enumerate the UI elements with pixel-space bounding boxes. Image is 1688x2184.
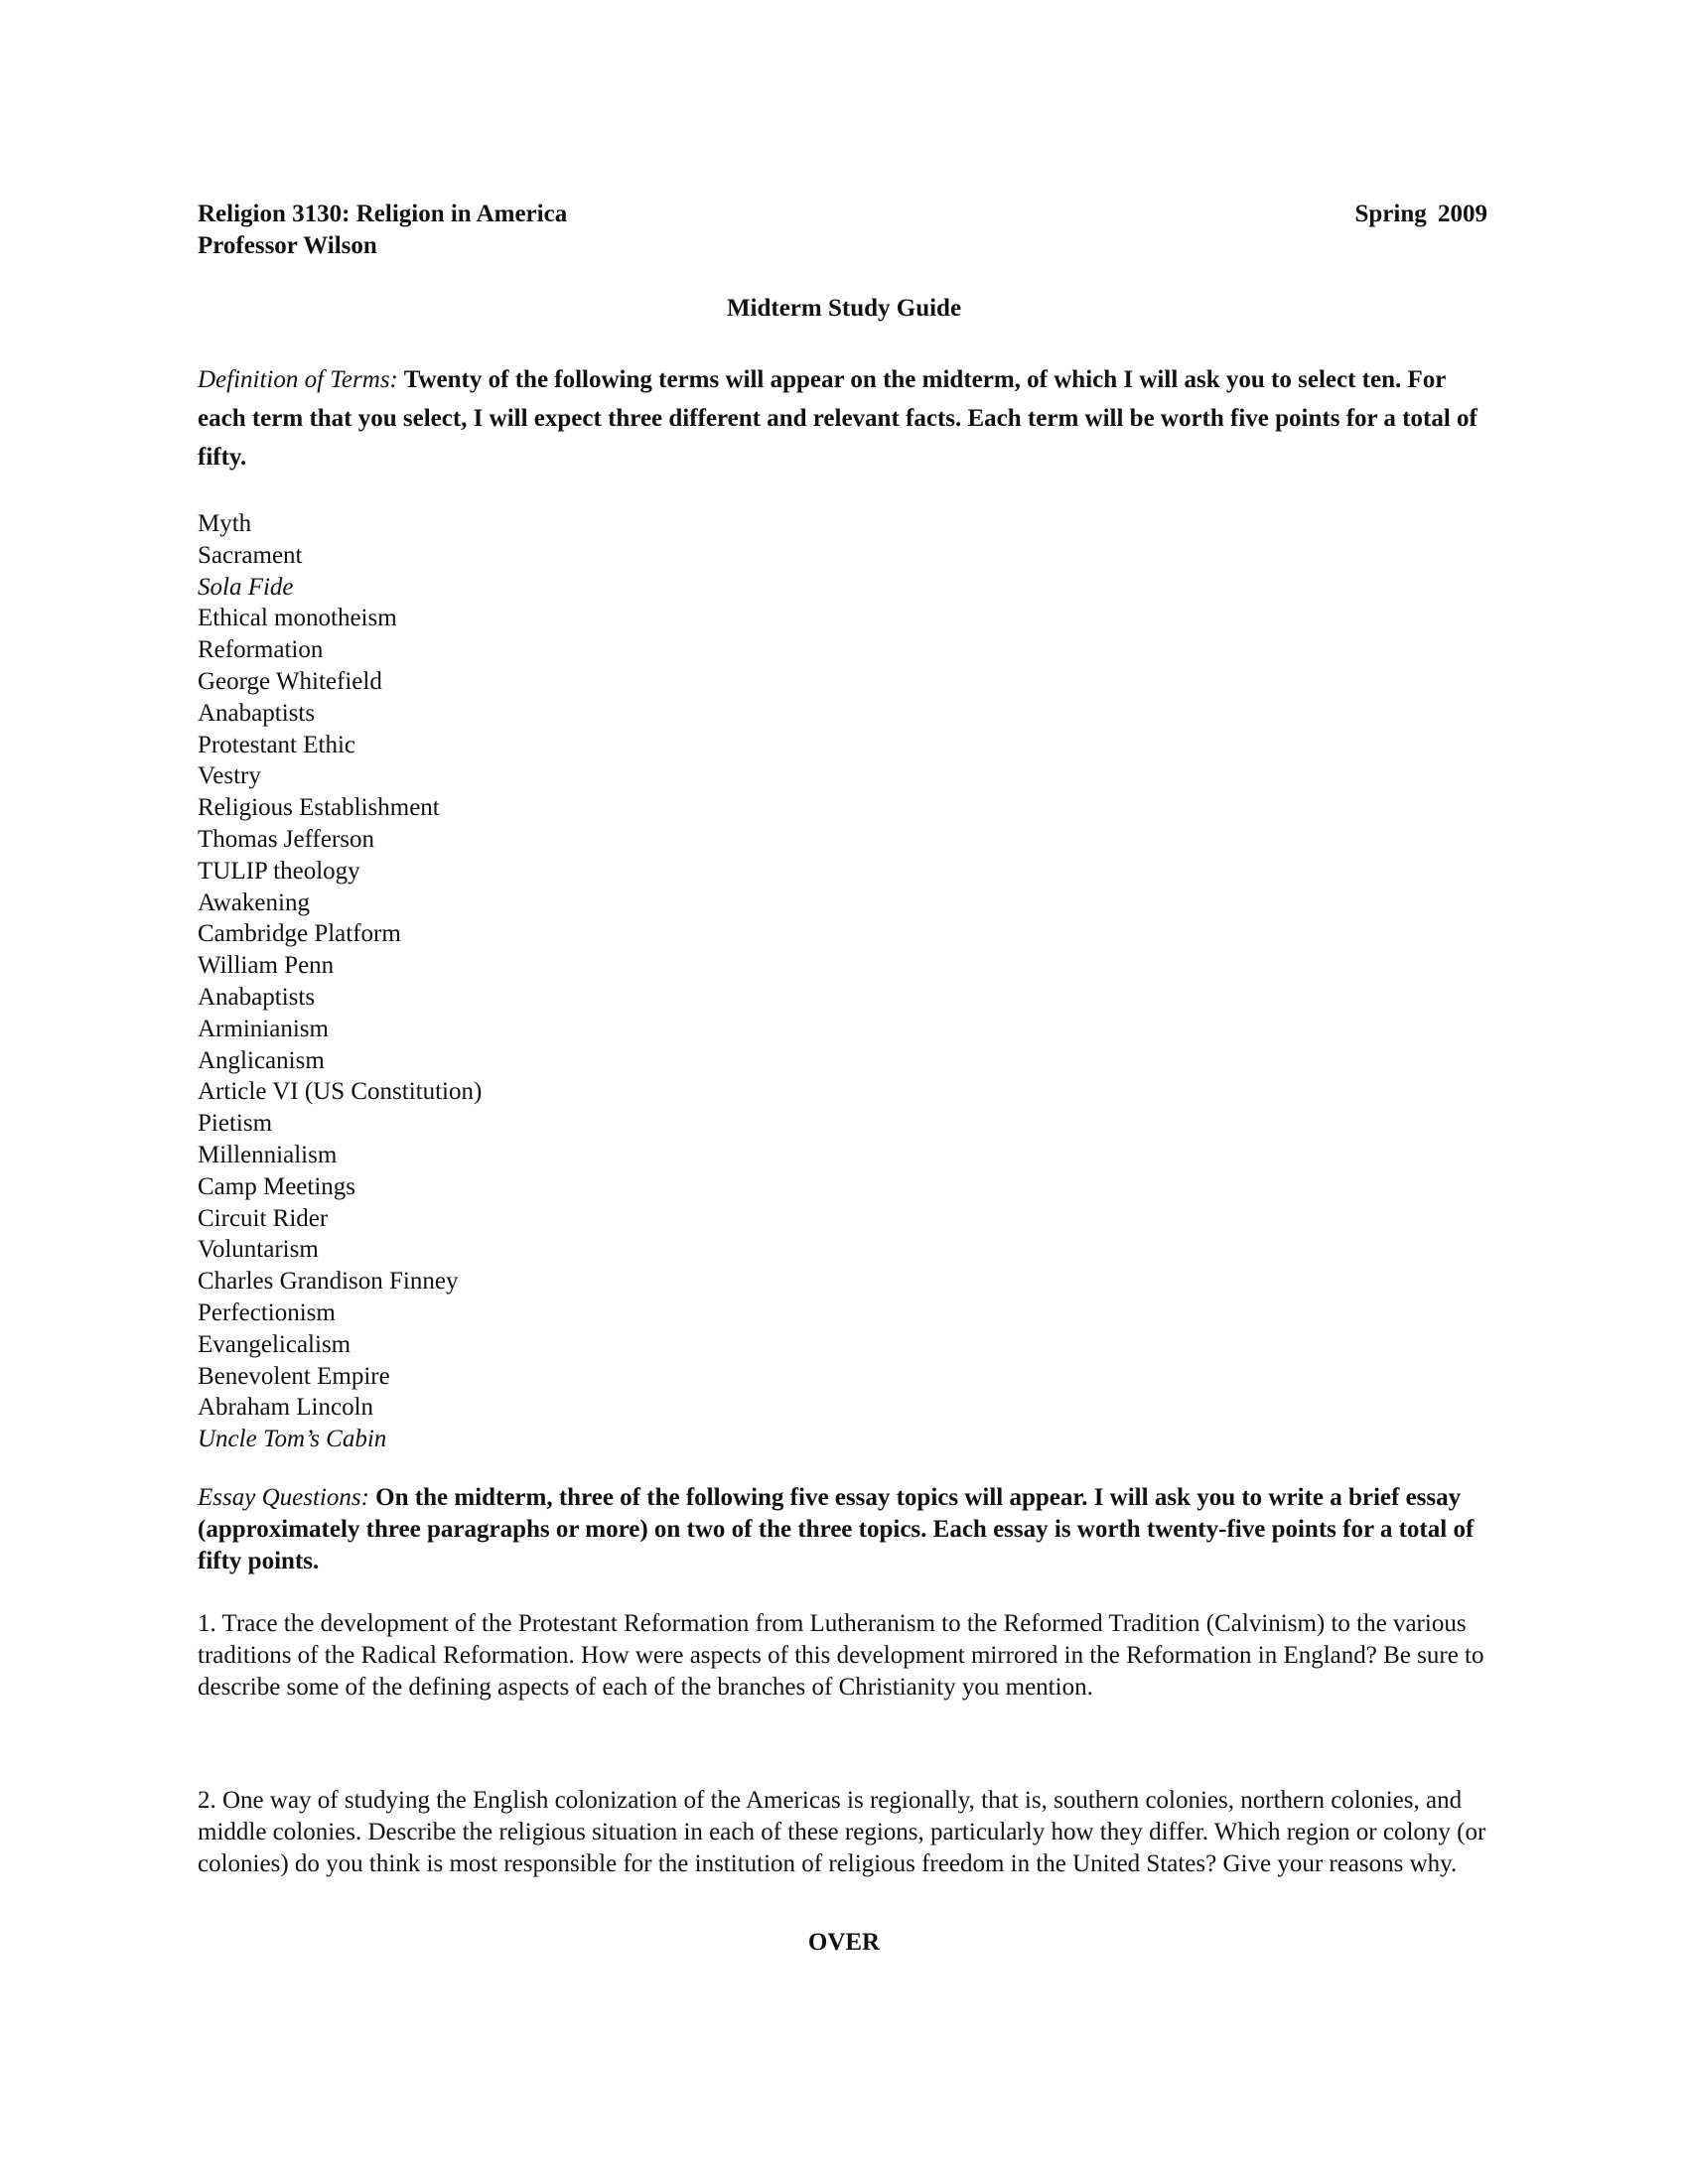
term-item: Voluntarism xyxy=(198,1236,319,1264)
term-item: William Penn xyxy=(198,952,335,980)
term-item: Article VI (US Constitution) xyxy=(198,1078,483,1106)
term-item: Arminianism xyxy=(198,1015,329,1042)
term-item: George Whitefield xyxy=(198,667,382,695)
over-label: OVER xyxy=(807,1929,881,1956)
term-item: Millennialism xyxy=(198,1141,338,1168)
term-item: Evangelicalism xyxy=(198,1330,352,1358)
term-item: Vestry xyxy=(198,762,261,790)
term-item: Anabaptists xyxy=(198,983,316,1011)
definitions-instructions-text: Twenty of the following terms will appear on the midterm, of which I will ask you to select ten. For each term that you select, I will expect three different and relevant facts. Each term will be worth five points for a total of fifty. xyxy=(198,366,1477,471)
term-item: Awakening xyxy=(198,888,310,916)
term-item: Thomas Jefferson xyxy=(198,825,374,853)
essay-question-2: 2. One way of studying the English colonization of the Americas is regionally, that is, southern colonies, northern colonies, and middle colonies. Describe the religious situation in each of these regions, particularly how they differ. Which region or colony (or colonies) do you think is most responsible for the institution of religious freedom in the United States? Give your reasons why. xyxy=(198,1787,1486,1877)
term-item: Ethical monotheism xyxy=(198,605,397,632)
professor-name: Professor Wilson xyxy=(198,232,377,259)
term-item: Camp Meetings xyxy=(198,1172,356,1200)
course-title: Religion 3130: Religion in America xyxy=(198,201,568,227)
terms-list xyxy=(198,508,482,1455)
definitions-lead: Definition of Terms: xyxy=(198,366,398,393)
definitions-instructions xyxy=(198,360,1493,477)
term-item: Benevolent Empire xyxy=(198,1362,390,1390)
essay-instructions xyxy=(198,1482,1493,1577)
term-item: Myth xyxy=(198,510,252,537)
term-item: Charles Grandison Finney xyxy=(198,1268,459,1296)
term-item: Uncle Tom’s Cabin xyxy=(198,1426,387,1453)
term-item: Protestant Ethic xyxy=(198,731,355,758)
term-item: Cambridge Platform xyxy=(198,920,401,948)
term-item: Abraham Lincoln xyxy=(198,1394,374,1422)
term-item: Reformation xyxy=(198,636,324,664)
term-item: Religious Establishment xyxy=(198,794,440,822)
term-item: Sacrament xyxy=(198,541,303,569)
term-item: Anglicanism xyxy=(198,1046,325,1074)
term-item: Pietism xyxy=(198,1110,273,1138)
essays-instructions-text: On the midterm, three of the following five essay topics will appear. I will ask you to write a brief essay (approximately three paragraphs or more) on two of the three topics. Each essay is worth twenty-five points for a total of fifty points. xyxy=(198,1484,1475,1574)
term-item: Sola Fide xyxy=(198,573,294,601)
term-item: Anabaptists xyxy=(198,699,316,727)
term-item: Perfectionism xyxy=(198,1298,336,1326)
course-header xyxy=(198,199,567,262)
semester-label: Spring 2009 xyxy=(1354,201,1487,227)
essay-question-1: 1. Trace the development of the Protestant Reformation from Lutheranism to the Reformed Tradition (Calvinism) to the various traditions of the Radical Reformation. How were aspects of this development mirrored in the Reformation in England? Be sure to describe some of the defining aspects of each of the branches of Christianity you mention. xyxy=(198,1610,1484,1701)
term-item: TULIP theology xyxy=(198,857,360,885)
page-title: Midterm Study Guide xyxy=(726,295,962,322)
term-item: Circuit Rider xyxy=(198,1204,329,1232)
essays-lead: Essay Questions: xyxy=(198,1484,369,1511)
